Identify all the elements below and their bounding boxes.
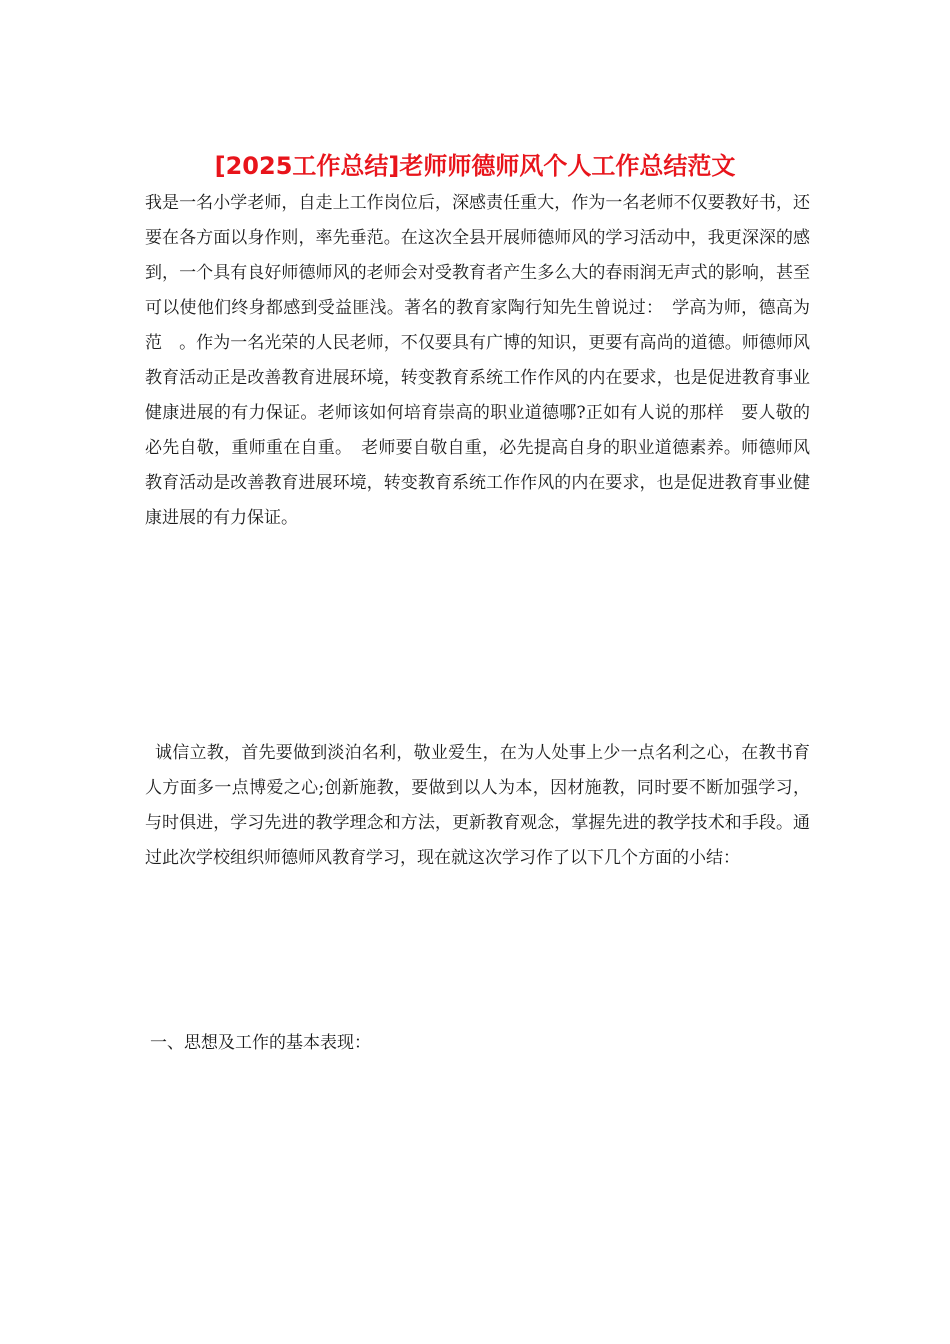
body-paragraph-2: 诚信立教，首先要做到淡泊名利，敬业爱生，在为人处事上少一点名利之心，在教书育人方面多一点博爱之心;创新施教，要做到以人为本，因材施教，同时要不断加强学习，与时俱进，学习先进的教学理念和方法，更新教育观念，掌握先进的教学技术和手段。通过此次学校组织师德师风教育学习，现在就这次学习作了以下几个方面的小结： [145,743,810,868]
body-paragraph-1: 我是一名小学老师，自走上工作岗位后，深感责任重大，作为一名老师不仅要教好书，还要在各方面以身作则，率先垂范。在这次全县开展师德师风的学习活动中，我更深深的感到，一个具有良好师德师风的老师会对受教育者产生多么大的春雨润无声式的影响，甚至可以使他们终身都感到受益匪浅。著名的教育家陶行知先生曾说过： 学高为师，德高为范 。作为一名光荣的人民老师，不仅要具有广博的知识，更要有高尚的道德。师德师风教育活动正是改善教育进展环境，转变教育系统工作作风的内在要求，也是促进教育事业健康进展的有力保证。老师该如何培育崇高的职业道德哪?正如有人说的那样 要人敬的必先自敬，重师重在自重。 老师要自敬自重，必先提高自身的职业道德素养。师德师风教育活动是改善教育进展环境，转变教育系统工作作风的内在要求，也是促进教育事业健康进展的有力保证。 [145,193,810,528]
section-heading: 一、思想及工作的基本表现： [150,1033,371,1053]
document-title: [2025工作总结]老师师德师风个人工作总结范文 [214,152,736,180]
